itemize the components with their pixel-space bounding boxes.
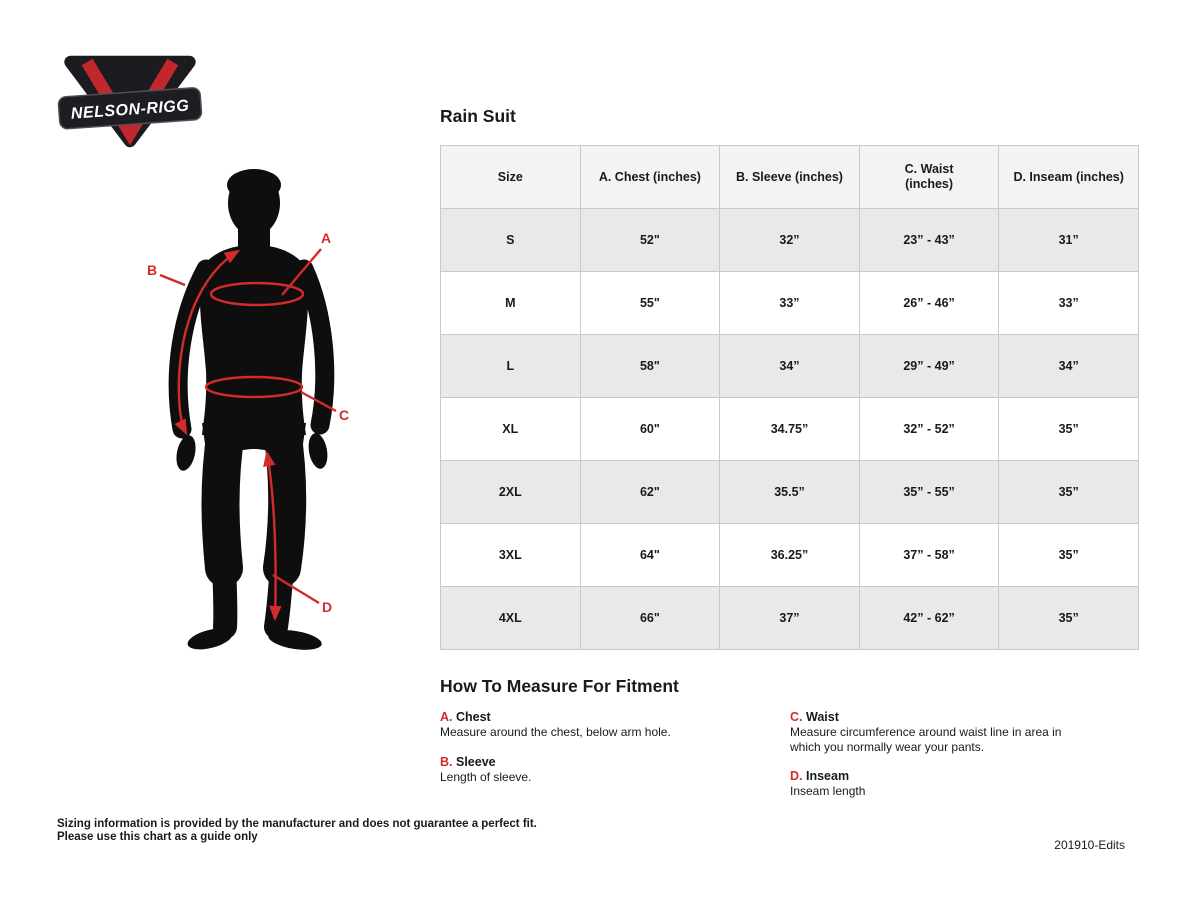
page-title: Rain Suit xyxy=(440,106,516,126)
value-cell: 37” - 58” xyxy=(859,524,999,587)
value-cell: 35.5” xyxy=(720,461,860,524)
howto-columns xyxy=(440,710,1140,814)
size-cell: L xyxy=(441,335,581,398)
value-cell: 35” xyxy=(999,587,1139,650)
measure-item-description: Measure circumference around waist line in area in which you normally wear your pants. xyxy=(790,725,1062,754)
size-cell: M xyxy=(441,272,581,335)
size-cell: XL xyxy=(441,398,581,461)
body-silhouette-icon xyxy=(173,169,333,653)
value-cell: 34.75” xyxy=(720,398,860,461)
logo-banner xyxy=(58,87,202,129)
value-cell: 33” xyxy=(999,272,1139,335)
measurement-figure xyxy=(130,163,380,663)
table-row xyxy=(441,524,1139,587)
value-cell: 37” xyxy=(720,587,860,650)
table-body xyxy=(441,209,1139,650)
column-header: B. Sleeve (inches) xyxy=(720,146,860,209)
value-cell: 55" xyxy=(580,272,720,335)
value-cell: 66" xyxy=(580,587,720,650)
measure-item-name: B. Sleeve xyxy=(440,754,496,769)
measure-label-b: B xyxy=(147,262,158,278)
brand-text: NELSON-RIGG xyxy=(70,96,190,123)
table-row xyxy=(441,398,1139,461)
column-header: Size xyxy=(441,146,581,209)
how-to-measure-section xyxy=(440,676,1140,814)
value-cell: 34” xyxy=(999,335,1139,398)
header-row xyxy=(441,146,1139,209)
measure-item-chest xyxy=(440,710,790,740)
measure-item-description: Inseam length xyxy=(790,784,866,798)
howto-heading: How To Measure For Fitment xyxy=(440,676,679,696)
measure-item-waist xyxy=(790,710,1140,754)
table-row xyxy=(441,587,1139,650)
measure-item-name: C. Waist xyxy=(790,710,839,724)
value-cell: 33” xyxy=(720,272,860,335)
measure-label-c: C xyxy=(339,407,350,423)
measure-item-sleeve xyxy=(440,755,790,785)
value-cell: 34” xyxy=(720,335,860,398)
size-cell: 4XL xyxy=(441,587,581,650)
measure-label-a: A xyxy=(321,230,332,246)
value-cell: 32” - 52” xyxy=(859,398,999,461)
table-row xyxy=(441,209,1139,272)
value-cell: 52" xyxy=(580,209,720,272)
measure-item-inseam xyxy=(790,769,1140,799)
column-header: A. Chest (inches) xyxy=(580,146,720,209)
nelson-rigg-logo-icon xyxy=(57,46,203,154)
measure-item-letter: B. xyxy=(440,754,456,769)
value-cell: 35” xyxy=(999,461,1139,524)
disclaimer-line-1: Sizing information is provided by the manufacturer and does not guarantee a perfect fit. xyxy=(57,818,537,830)
measure-item-description: Measure around the chest, below arm hole. xyxy=(440,725,671,739)
size-cell: 2XL xyxy=(441,461,581,524)
measure-item-letter: D. xyxy=(790,769,806,783)
table-row xyxy=(441,461,1139,524)
table-header xyxy=(441,146,1139,209)
value-cell: 26” - 46” xyxy=(859,272,999,335)
measure-item-letter: C. xyxy=(790,710,806,724)
value-cell: 36.25” xyxy=(720,524,860,587)
measure-item-name: A. Chest xyxy=(440,710,491,724)
value-cell: 35” - 55” xyxy=(859,461,999,524)
nelson-rigg-logo xyxy=(57,46,203,154)
value-cell: 42” - 62” xyxy=(859,587,999,650)
disclaimer-text xyxy=(57,818,537,844)
howto-column-left xyxy=(440,710,790,814)
size-chart-table xyxy=(440,145,1139,650)
value-cell: 31” xyxy=(999,209,1139,272)
size-cell: S xyxy=(441,209,581,272)
measure-item-name: D. Inseam xyxy=(790,769,850,783)
value-cell: 29” - 49” xyxy=(859,335,999,398)
value-cell: 35” xyxy=(999,398,1139,461)
column-header: C. Waist (inches) xyxy=(859,146,999,209)
howto-column-right xyxy=(790,710,1140,814)
measure-item-description: Length of sleeve. xyxy=(440,769,532,784)
table-row xyxy=(441,335,1139,398)
value-cell: 32” xyxy=(720,209,860,272)
value-cell: 23” - 43” xyxy=(859,209,999,272)
size-cell: 3XL xyxy=(441,524,581,587)
pointer-line-b xyxy=(160,275,185,285)
value-cell: 58" xyxy=(580,335,720,398)
disclaimer-line-2: Please use this chart as a guide only xyxy=(57,831,258,843)
value-cell: 35” xyxy=(999,524,1139,587)
document-code: 201910-Edits xyxy=(1054,838,1125,852)
value-cell: 60" xyxy=(580,398,720,461)
value-cell: 64" xyxy=(580,524,720,587)
measure-item-letter: A. xyxy=(440,710,456,724)
value-cell: 62" xyxy=(580,461,720,524)
measure-label-d: D xyxy=(322,599,333,615)
column-header: D. Inseam (inches) xyxy=(999,146,1139,209)
table-row xyxy=(441,272,1139,335)
